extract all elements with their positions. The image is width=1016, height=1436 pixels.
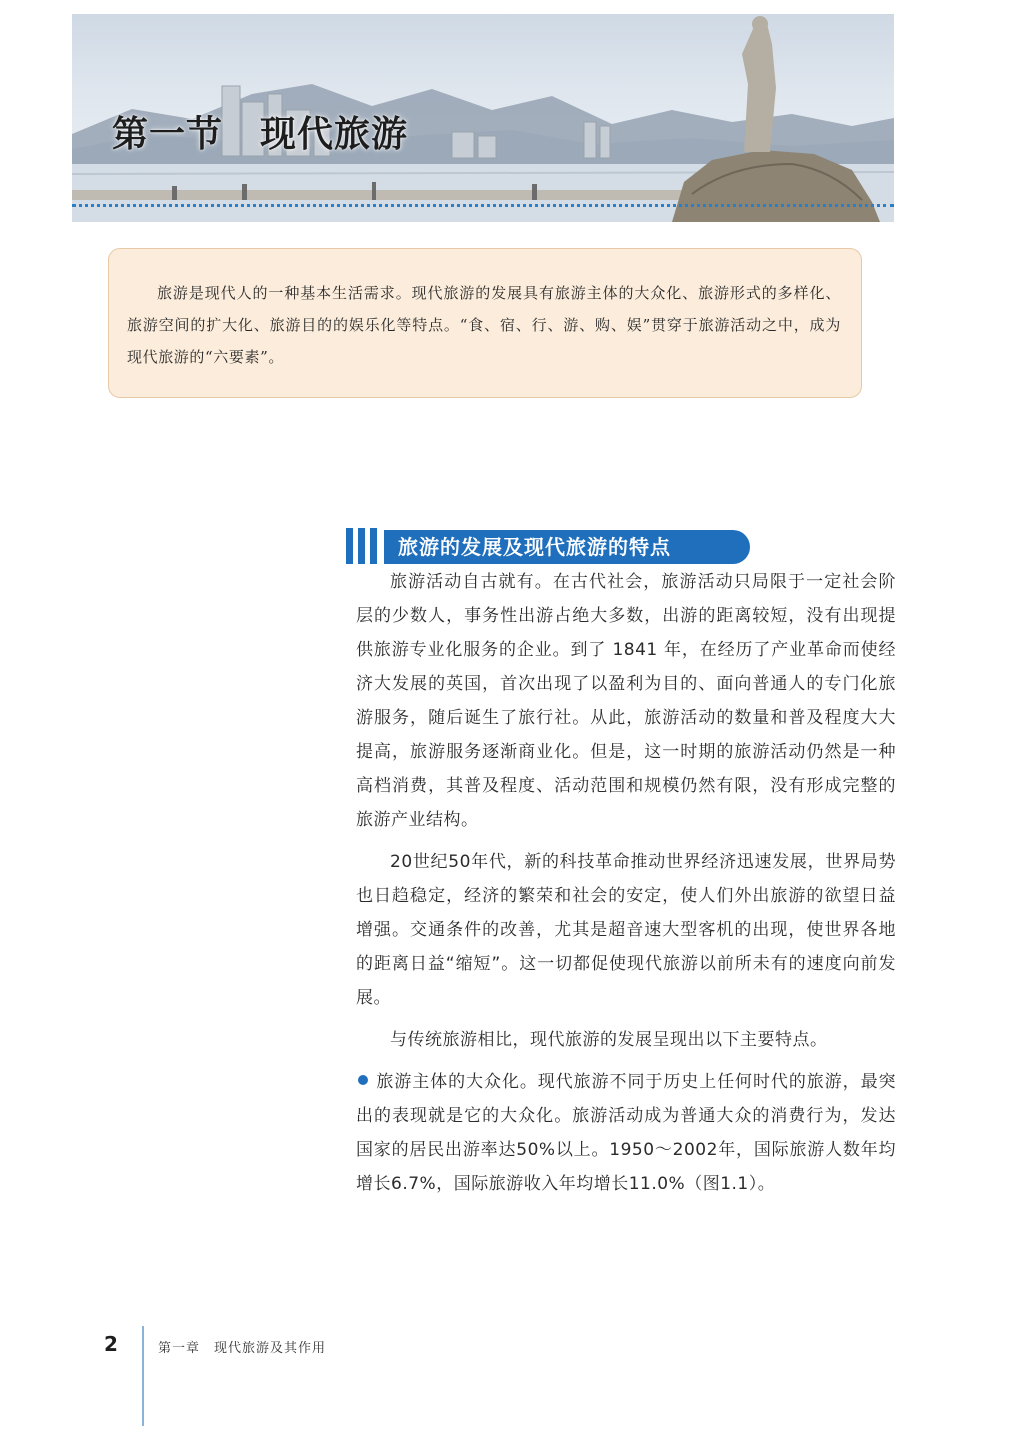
- page-number: 2: [104, 1332, 118, 1356]
- bullet-paragraph: [356, 1065, 896, 1201]
- intro-text: 旅游是现代人的一种基本生活需求。现代旅游的发展具有旅游主体的大众化、旅游形式的多样化、旅游空间的扩大化、旅游目的的娱乐化等特点。“食、宿、行、游、购、娱”贯穿于旅游活动之中，成为现代旅游的“六要素”。: [127, 284, 841, 366]
- paragraph: 与传统旅游相比，现代旅游的发展呈现出以下主要特点。: [390, 1030, 828, 1050]
- heading-bars-icon: [346, 528, 382, 564]
- chapter-footer: 第一章 现代旅游及其作用: [158, 1341, 327, 1356]
- intro-box: [108, 248, 862, 398]
- paragraph: 旅游活动自古就有。在古代社会，旅游活动只局限于一定社会阶层的少数人，事务性出游占绝大多数，出游的距离较短，没有出现提供旅游专业化服务的企业。到了 1841 年，在经历了产业革命而使经济大发展的英国，首次出现了以盈利为目的、面向普通人的专门化旅游服务，随后诞生了旅行社。从此，旅游活动的数量和普及程度大大提高，旅游服务逐渐商业化。但是，这一时期的旅游活动仍然是一种高档消费，其普及程度、活动范围和规模仍然有限，没有形成完整的旅游产业结构。: [356, 572, 896, 830]
- footer-rule: [142, 1326, 144, 1426]
- header-banner: [72, 14, 894, 222]
- bullet-dot-icon: [358, 1075, 368, 1085]
- page-title: 第一节 现代旅游: [112, 113, 409, 155]
- paragraph: 20世纪50年代，新的科技革命推动世界经济迅速发展，世界局势也日趋稳定，经济的繁荣和社会的安定，使人们外出旅游的欲望日益增强。交通条件的改善，尤其是超音速大型客机的出现，使世界各地的距离日益“缩短”。这一切都促使现代旅游以前所未有的速度向前发展。: [356, 852, 896, 1008]
- body-text: [356, 565, 896, 1209]
- section-heading-label: 旅游的发展及现代旅游的特点: [384, 530, 750, 564]
- bullet-text: 旅游主体的大众化。现代旅游不同于历史上任何时代的旅游，最突出的表现就是它的大众化。旅游活动成为普通大众的消费行为，发达国家的居民出游率达50%以上。1950～2002年，国际旅游人数年均增长6.7%，国际旅游收入年均增长11.0%（图1.1）。: [356, 1072, 896, 1194]
- banner-dotted-rule: [72, 204, 894, 207]
- section-heading: [346, 526, 756, 566]
